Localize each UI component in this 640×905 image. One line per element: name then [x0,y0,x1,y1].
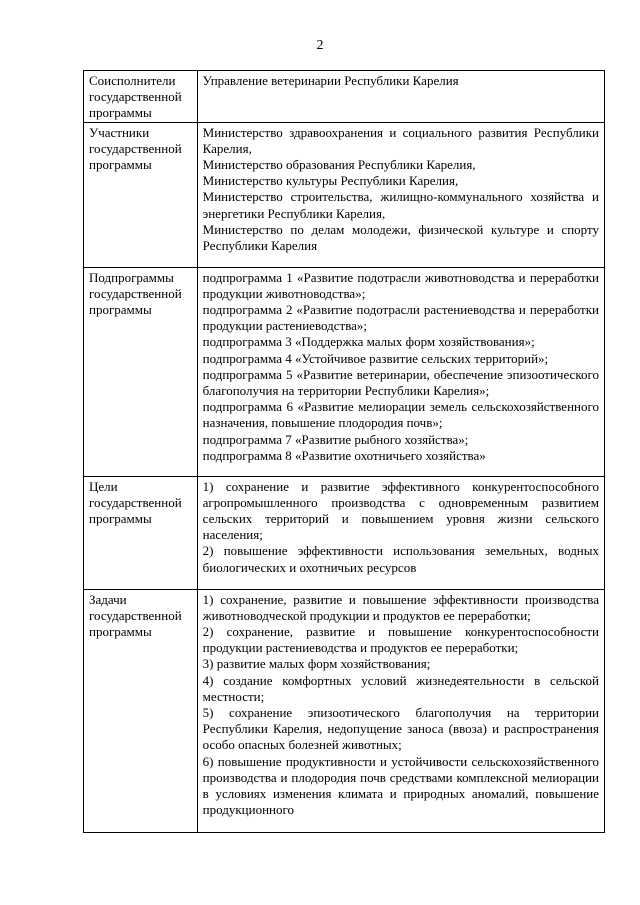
paragraph: 5) сохранение эпизоотического благополучия на территории Республики Карелия, недопущение заноса (ввоза) и распространения особо опасных болезней животных; [202,705,599,753]
row-content [197,589,604,832]
row-content [197,122,604,267]
paragraph: 4) создание комфортных условий жизнедеятельности в сельской местности; [202,672,599,704]
paragraph: подпрограмма 5 «Развитие ветеринарии, обеспечение эпизоотического благополучия на территории Республики Карелия»; [202,366,599,399]
program-passport-table [83,70,605,833]
paragraph: Министерство строительства, жилищно-коммунального хозяйства и энергетики Республики Карелия, [202,189,599,221]
paragraph: подпрограмма 4 «Устойчивое развитие сельских территорий»; [202,350,549,366]
row-label: Задачи государственной программы [84,589,198,832]
paragraph: Министерство образования Республики Карелия, [202,157,476,173]
paragraph: Министерство культуры Республики Карелия, [202,173,459,189]
table-row-subprograms [84,267,605,476]
paragraph: 6) повышение продуктивности и устойчивости сельскохозяйственного производства и плодородия почв средствами комплексной мелиорации в условиях изменения климата и природных аномалий, повышение продукционного [202,753,599,818]
row-label: Цели государственной программы [84,476,198,589]
table-row-goals [84,476,605,589]
paragraph: Управление ветеринарии Республики Карелия [202,73,459,88]
paragraph: Министерство по делам молодежи, физической культуре и спорту Республики Карелия [202,221,599,254]
paragraph: подпрограмма 7 «Развитие рыбного хозяйства»; [202,431,469,447]
paragraph: 3) развитие малых форм хозяйствования; [202,656,431,672]
row-label: Участники государственной программы [84,122,198,267]
paragraph: 1) сохранение, развитие и повышение эффективности производства животноводческой продукции и продуктов ее переработки; [202,591,599,623]
paragraph: 2) сохранение, развитие и повышение конкурентоспособности продукции растениеводства и продуктов ее переработки; [202,624,599,656]
table-row-participants [84,122,605,267]
paragraph: подпрограмма 2 «Развитие подотрасли растениеводства и переработки продукции растениеводства»; [202,302,599,334]
paragraph: 1) сохранение и развитие эффективного конкурентоспособного агропромышленного производства с одновременным развитием сельских территорий и повышением уровня жизни сельского населения; [202,478,599,543]
row-content [197,267,604,476]
paragraph: подпрограмма 3 «Поддержка малых форм хозяйствования»; [202,334,535,350]
row-content [197,71,604,123]
paragraph: подпрограмма 6 «Развитие мелиорации земель сельскохозяйственного назначения, повышение плодородия почв»; [202,399,599,431]
row-label: Подпрограммы государственной программы [84,267,198,476]
page-number: 2 [316,38,324,53]
row-label: Соисполнители государственной программы [84,71,198,123]
paragraph: 2) повышение эффективности использования земельных, водных биологических и охотничьих ресурсов [202,543,599,575]
paragraph: подпрограмма 8 «Развитие охотничьего хозяйства» [202,447,486,463]
table-row-tasks [84,589,605,832]
table-row-co-executors [84,71,605,123]
paragraph: подпрограмма 1 «Развитие подотрасли животноводства и переработки продукции животноводства»; [202,269,599,301]
paragraph: Министерство здравоохранения и социального развития Республики Карелия, [202,124,599,156]
row-content [197,476,604,589]
